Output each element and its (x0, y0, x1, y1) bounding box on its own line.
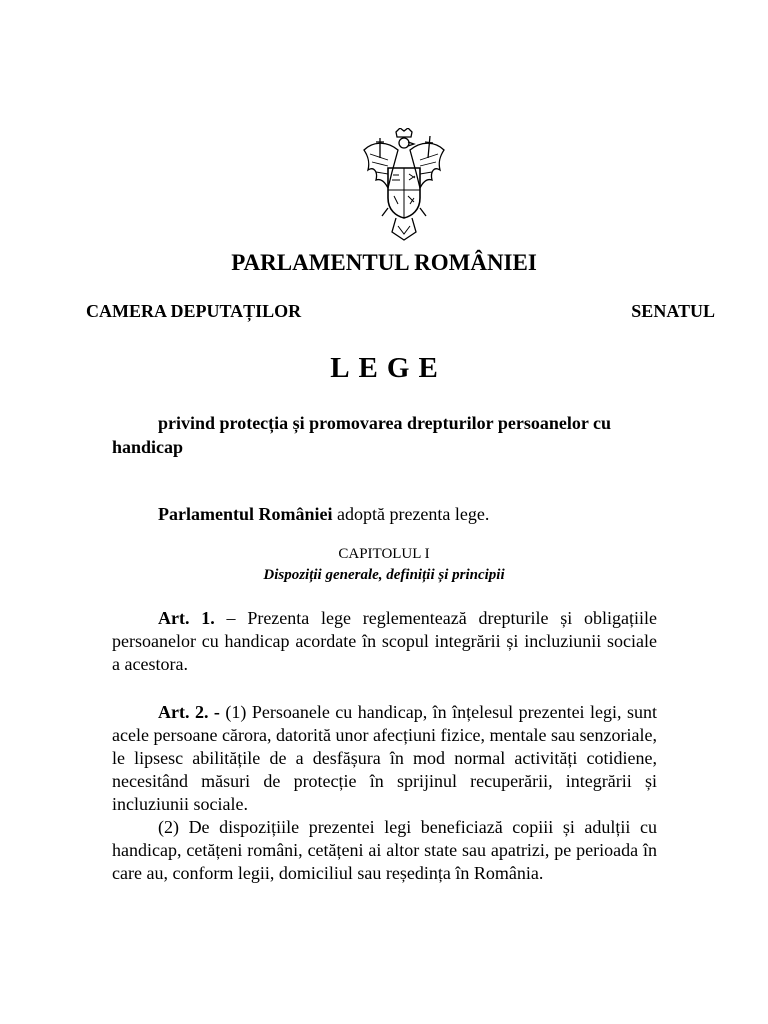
article-1-text: – Prezenta lege reglementează drepturile și obligațiile persoanelor cu handicap acordate în scopul integrării și incluziunii sociale a acestora. (112, 608, 658, 674)
law-subject: privind protecția și promovarea drepturilor persoanelor cu handicap (112, 413, 611, 457)
romanian-coat-of-arms-icon (358, 128, 450, 244)
article-2-paragraph-2: (2) De dispozițiile prezentei legi beneficiază copiii și adulții cu handicap, cetățeni români, cetățeni ai altor state sau apatrizi, pe perioada în care au, conform legii, domiciliul sau reședința în România. (112, 817, 657, 883)
chapter-title: Dispoziții generale, definiții și principii (263, 567, 505, 583)
adoption-text: adoptă prezenta lege. (332, 504, 490, 524)
adoption-statement (158, 504, 489, 525)
chamber-deputies-label: CAMERA DEPUTAȚILOR (86, 301, 302, 321)
article-1-label: Art. 1. (158, 608, 215, 628)
law-heading: LEGE (330, 352, 447, 384)
senate-label: SENATUL (631, 301, 715, 321)
adoption-subject: Parlamentul României (158, 504, 333, 524)
article-1 (112, 607, 657, 676)
article-2-text: (1) Persoanele cu handicap, în înțelesul prezentei legi, sunt acele persoane cărora, datorită unor afecțiuni fizice, mentale sau senzoriale, le lipsesc abilitățile de a desfășura în mod normal activități cotidiene, necesitând măsuri de protecție în sprijinul recuperării, integrării și incluziunii sociale. (112, 702, 657, 814)
article-2-label: Art. 2. - (158, 702, 220, 722)
page-title: PARLAMENTUL ROMÂNIEI (231, 250, 537, 275)
article-2 (112, 701, 657, 816)
chapter-number: CAPITOLUL I (338, 546, 430, 562)
